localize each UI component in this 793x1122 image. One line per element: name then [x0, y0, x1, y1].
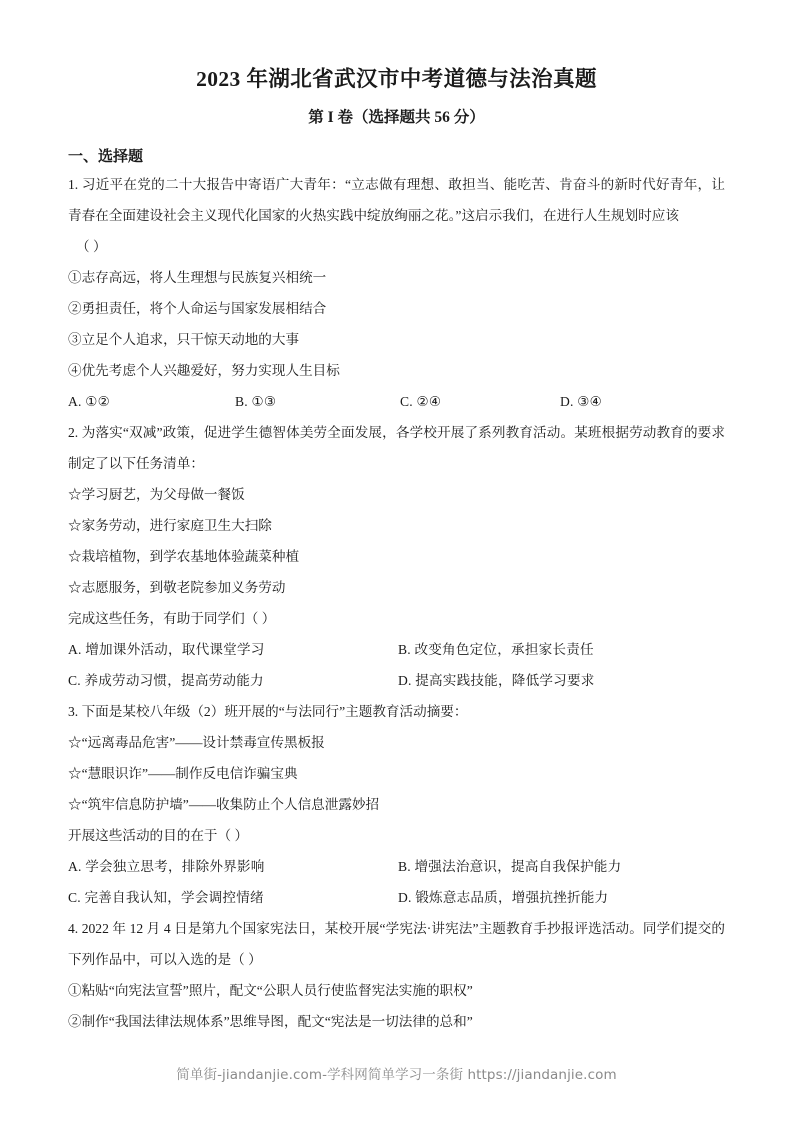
question-2-options-row-1 — [68, 634, 725, 665]
question-2-option-a[interactable]: A. 增加课外活动，取代课堂学习 — [68, 641, 265, 657]
question-1-statement-1: ①志存高远，将人生理想与民族复兴相统一 — [68, 269, 327, 285]
question-1 — [68, 169, 725, 417]
question-3-option-c[interactable]: C. 完善自我认知，学会调控情绪 — [68, 889, 264, 905]
question-1-option-d[interactable]: D. ③④ — [560, 393, 602, 409]
question-1-option-a[interactable]: A. ①② — [68, 393, 110, 409]
question-3-list-item-3: ☆“筑牢信息防护墙”——收集防止个人信息泄露妙招 — [68, 796, 380, 812]
question-1-option-c[interactable]: C. ②④ — [400, 393, 442, 409]
question-1-statement-2: ②勇担责任，将个人命运与国家发展相结合 — [68, 300, 327, 316]
question-2 — [68, 417, 725, 696]
question-2-stem: 2. 为落实“双减”政策，促进学生德智体美劳全面发展，各学校开展了系列教育活动。某班根据劳动教育的要求制定了以下任务清单： — [68, 424, 725, 471]
page-subtitle: 第 I 卷（选择题共 56 分） — [308, 108, 485, 126]
footer-watermark: 简单街-jiandanjie.com-学科网简单学习一条街 https://jiandanjie.com — [176, 1067, 617, 1083]
question-2-options-row-2 — [68, 665, 725, 696]
question-3-prompt: 开展这些活动的目的在于（ ） — [68, 827, 249, 843]
section-heading: 一、选择题 — [68, 149, 144, 166]
question-1-stem: 1. 习近平在党的二十大报告中寄语广大青年：“立志做有理想、敢担当、能吃苦、肯奋斗的新时代好青年，让青春在全面建设社会主义现代化国家的火热实践中绽放绚丽之花。”这启示我们，在进行人生规划时应该 — [68, 176, 725, 223]
question-1-statement-3: ③立足个人追求，只干惊天动地的大事 — [68, 331, 300, 347]
question-1-statement-4: ④优先考虑个人兴趣爱好，努力实现人生目标 — [68, 362, 340, 378]
question-2-list-item-2: ☆家务劳动，进行家庭卫生大扫除 — [68, 517, 272, 533]
question-4-stem: 4. 2022 年 12 月 4 日是第九个国家宪法日，某校开展“学宪法·讲宪法”主题教育手抄报评选活动。同学们提交的下列作品中，可以入选的是（ ） — [68, 920, 725, 967]
question-1-blank: （ ） — [76, 238, 107, 254]
question-3-options-row-1 — [68, 851, 725, 882]
question-2-option-d[interactable]: D. 提高实践技能，降低学习要求 — [398, 672, 595, 688]
question-3-list-item-1: ☆“远离毒品危害”——设计禁毒宣传黑板报 — [68, 734, 325, 750]
question-3 — [68, 696, 725, 913]
question-4 — [68, 913, 725, 1037]
question-3-list-item-2: ☆“慧眼识诈”——制作反电信诈骗宝典 — [68, 765, 298, 781]
question-4-statement-2: ②制作“我国法律法规体系”思维导图，配文“宪法是一切法律的总和” — [68, 1013, 473, 1029]
question-3-options-row-2 — [68, 882, 725, 913]
question-2-list-item-3: ☆栽培植物，到学农基地体验蔬菜种植 — [68, 548, 300, 564]
question-3-option-a[interactable]: A. 学会独立思考，排除外界影响 — [68, 858, 265, 874]
question-2-option-c[interactable]: C. 养成劳动习惯，提高劳动能力 — [68, 672, 264, 688]
question-2-prompt: 完成这些任务，有助于同学们（ ） — [68, 610, 276, 626]
question-3-option-d[interactable]: D. 锻炼意志品质，增强抗挫折能力 — [398, 889, 609, 905]
question-4-statement-1: ①粘贴“向宪法宣誓”照片，配文“公职人员行使监督宪法实施的职权” — [68, 982, 473, 998]
question-3-stem: 3. 下面是某校八年级（2）班开展的“与法同行”主题教育活动摘要： — [68, 703, 468, 719]
question-2-option-b[interactable]: B. 改变角色定位，承担家长责任 — [398, 641, 594, 657]
page-title: 2023 年湖北省武汉市中考道德与法治真题 — [196, 67, 597, 91]
question-1-option-b[interactable]: B. ①③ — [235, 393, 277, 409]
question-2-list-item-4: ☆志愿服务，到敬老院参加义务劳动 — [68, 579, 286, 595]
question-3-option-b[interactable]: B. 增强法治意识，提高自我保护能力 — [398, 858, 622, 874]
question-1-options — [68, 386, 725, 417]
question-2-list-item-1: ☆学习厨艺，为父母做一餐饭 — [68, 486, 245, 502]
